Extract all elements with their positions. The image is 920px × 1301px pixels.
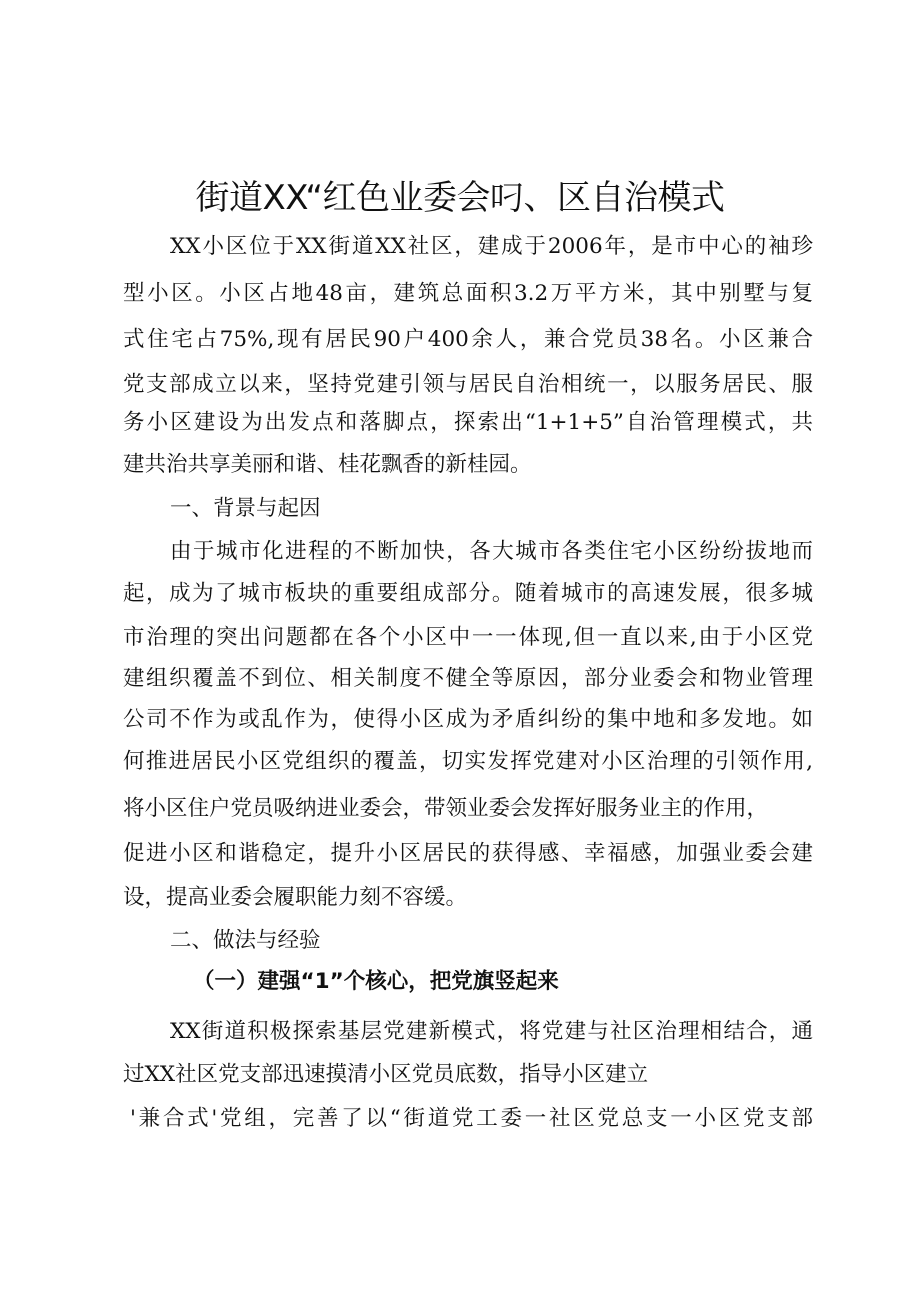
section-heading-methods: 二、做法与经验 bbox=[170, 928, 321, 953]
document-title: 街道XX“红色业委会叼、区自治模式 bbox=[195, 178, 725, 218]
intro-line-4: 党支部成立以来，坚持党建引领与居民自治相统一，以服务居民、服 bbox=[123, 372, 813, 397]
section2-line-3: '兼合式'党组，完善了以“街道党工委一社区党总支一小区党支部 bbox=[130, 1106, 813, 1131]
section1-line-2: 起，成为了城市板块的重要组成部分。随着城市的高速发展，很多城 bbox=[123, 581, 813, 606]
section1-line-6: 何推进居民小区党组织的覆盖，切实发挥党建对小区治理的引领作用, bbox=[123, 749, 813, 774]
section2-line-2: 过XX社区党支部迅速摸清小区党员底数，指导小区建立 bbox=[123, 1062, 649, 1087]
section-heading-background: 一、背景与起因 bbox=[170, 496, 321, 521]
section2-line-1: XX街道积极探索基层党建新模式，将党建与社区治理相结合，通 bbox=[170, 1019, 813, 1044]
intro-line-2: 型小区。小区占地48亩，建筑总面积3.2万平方米，其中别墅与复 bbox=[123, 281, 813, 306]
section1-line-1: 由于城市化进程的不断加快，各大城市各类住宅小区纷纷拔地而 bbox=[170, 539, 813, 564]
section1-line-5: 公司不作为或乱作为，使得小区成为矛盾纠纷的集中地和多发地。如 bbox=[123, 707, 813, 732]
intro-line-1: XX小区位于XX街道XX社区，建成于2006年，是市中心的袖珍 bbox=[170, 234, 813, 259]
section1-line-4: 建组织覆盖不到位、相关制度不健全等原因，部分业委会和物业管理 bbox=[123, 666, 813, 691]
section1-line-9: 设，提高业委会履职能力刻不容缓。 bbox=[123, 885, 468, 910]
intro-line-5: 务小区建设为出发点和落脚点，探索出“1+1+5”自治管理模式，共 bbox=[123, 410, 813, 435]
section1-line-8: 促进小区和谐稳定，提升小区居民的获得感、幸福感，加强业委会建 bbox=[123, 841, 813, 866]
subsection-heading-core: （一）建强“1”个核心，把党旗竖起来 bbox=[193, 969, 559, 994]
intro-line-3: 式住宅占75%,现有居民90户400余人，兼合党员38名。小区兼合 bbox=[123, 327, 813, 352]
section1-line-3: 市治理的突出问题都在各个小区中一一体现,但一直以来,由于小区党 bbox=[123, 625, 813, 650]
section1-line-7: 将小区住户党员吸纳进业委会，带领业委会发挥好服务业主的作用， bbox=[123, 796, 769, 821]
intro-line-6: 建共治共享美丽和谐、桂花飘香的新桂园。 bbox=[123, 452, 532, 477]
